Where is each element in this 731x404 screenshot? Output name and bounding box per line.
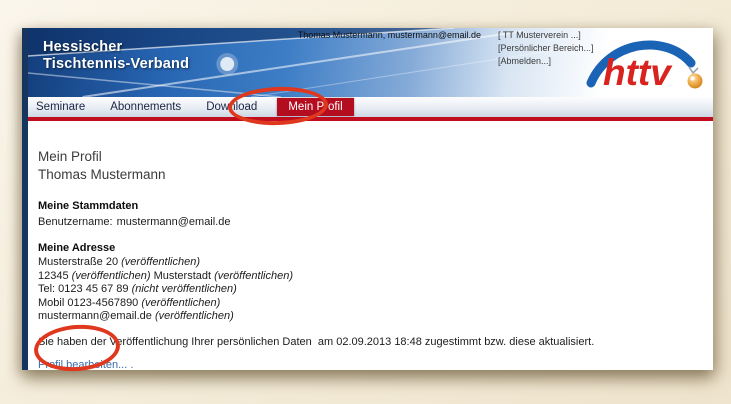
edit-profile-row (38, 359, 695, 371)
username-label: Benutzername: (38, 216, 113, 228)
logo-ball-string-icon (689, 67, 698, 73)
site-title-line1: Hessischer (43, 39, 123, 55)
adresse-heading: Meine Adresse (38, 242, 116, 254)
address-line-city: 12345 (veröffentlichen) Musterstadt (veröffentlichen) (38, 269, 293, 282)
profile-content (28, 121, 713, 371)
address-block (38, 256, 695, 324)
username-value: mustermann@email.de (116, 216, 231, 228)
profile-owner-name: Thomas Mustermann (38, 167, 166, 182)
nav-abonnements[interactable]: Abonnements (110, 101, 182, 113)
page-title: Mein Profil (38, 149, 102, 164)
address-line-mobile: Mobil 0123-4567890 (veröffentlichen) (38, 296, 221, 309)
site-title (43, 39, 189, 73)
logged-in-user: Thomas Mustermann, mustermann@email.de (297, 30, 481, 40)
profil-bearbeiten-link[interactable]: Profil bearbeiten... (38, 358, 128, 371)
header-quick-links (498, 30, 594, 66)
httv-logo (581, 33, 709, 93)
consent-status-text: Sie haben der Veröffentlichung Ihrer persönlichen Daten am 02.09.2013 18:48 zugestimmt bzw. diese aktualisiert. (38, 335, 595, 348)
username-row (38, 216, 695, 228)
logo-ball-icon (688, 74, 703, 89)
nav-mein-profil[interactable]: Mein Profil (277, 98, 353, 116)
link-abmelden[interactable]: [Abmelden...] (498, 56, 552, 66)
edit-link-suffix: . (127, 358, 134, 371)
link-persoenlicher-bereich[interactable]: [Persönlicher Bereich...] (498, 43, 594, 53)
address-line-phone: Tel: 0123 45 67 89 (nicht veröffentlichen) (38, 283, 237, 295)
logo-text: httv (603, 52, 671, 93)
site-header (28, 28, 713, 97)
link-tt-musterverein[interactable]: [ TT Musterverein ...] (498, 30, 581, 40)
nav-seminare[interactable]: Seminare (36, 101, 86, 113)
main-navigation (28, 97, 713, 117)
browser-page (22, 28, 713, 370)
address-line-email: mustermann@email.de (veröffentlichen) (38, 310, 234, 322)
site-title-line2: Tischtennis-Verband (43, 56, 190, 72)
stammdaten-heading: Meine Stammdaten (38, 200, 139, 212)
address-line-street: Musterstraße 20 (veröffentlichen) (38, 256, 201, 268)
nav-download[interactable]: Download (206, 101, 258, 113)
